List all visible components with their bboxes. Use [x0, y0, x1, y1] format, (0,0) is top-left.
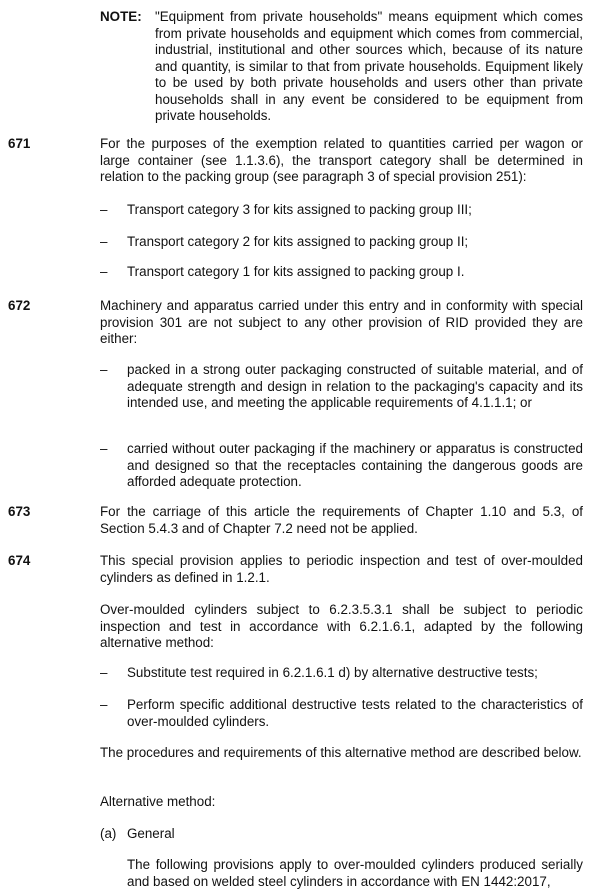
- subsection-a-label: (a): [100, 826, 117, 841]
- provision-text-671: For the purposes of the exemption related to quantities carried per wagon or large container (see 1.1.3.6), the transport category shall be determined in relation to the packing group (see paragraph 3 of special provision 251):: [100, 136, 583, 184]
- subsection-a-title: General: [127, 826, 175, 841]
- list-dash: –: [100, 234, 108, 249]
- provision-text-674: This special provision applies to periodic inspection and test of over-moulded cylinders as defined in 1.2.1.: [100, 553, 583, 585]
- list-dash: –: [100, 665, 108, 680]
- list-item: Perform specific additional destructive tests related to the characteristics of over-moulded cylinders.: [127, 697, 583, 729]
- list-item: packed in a strong outer packaging constructed of suitable material, and of adequate strength and design in relation to the packaging's capacity and its intended use, and meeting the applicable requirements of 4.1.1.1; or: [127, 362, 583, 410]
- provision-number-674: 674: [8, 553, 31, 568]
- list-item: carried without outer packaging if the machinery or apparatus is constructed and designed so that the receptacles containing the dangerous goods are afforded adequate protection.: [127, 441, 583, 489]
- note-label: NOTE:: [100, 9, 142, 24]
- provision-number-672: 672: [8, 298, 31, 313]
- provision-number-671: 671: [8, 136, 31, 151]
- alternative-method-heading: Alternative method:: [100, 794, 216, 809]
- provision-text-673: For the carriage of this article the requirements of Chapter 1.10 and 5.3, of Section 5.4.3 and of Chapter 7.2 need not be applied.: [100, 504, 583, 536]
- provision-674-paragraph-2: Over-moulded cylinders subject to 6.2.3.5.3.1 shall be subject to periodic inspection and test in accordance with 6.2.1.6.1, adapted by the following alternative method:: [100, 602, 583, 650]
- list-dash: –: [100, 202, 108, 217]
- provision-text-672: Machinery and apparatus carried under this entry and in conformity with special provision 301 are not subject to any other provision of RID provided they are either:: [100, 298, 583, 346]
- list-dash: –: [100, 697, 108, 712]
- list-item: Transport category 3 for kits assigned to packing group III;: [127, 202, 472, 217]
- provision-674-paragraph-3: The procedures and requirements of this alternative method are described below.: [100, 745, 582, 760]
- list-item: Substitute test required in 6.2.1.6.1 d) by alternative destructive tests;: [127, 665, 538, 680]
- list-item: Transport category 2 for kits assigned to packing group II;: [127, 234, 469, 249]
- list-dash: –: [100, 441, 108, 456]
- provision-number-673: 673: [8, 504, 31, 519]
- note-text: "Equipment from private households" means equipment which comes from private households and equipment which comes from commercial, industrial, institutional and other sources which, because of its nature and quantity, is similar to that from private households. Equipment likely to be used by both private households and users other than private households shall in any event be considered to be equipment from private households.: [155, 9, 583, 123]
- list-item: Transport category 1 for kits assigned to packing group I.: [127, 264, 465, 279]
- subsection-a-text: The following provisions apply to over-moulded cylinders produced serially and based on welded steel cylinders in accordance with EN 1442:2017,: [127, 857, 583, 889]
- list-dash: –: [100, 362, 108, 377]
- list-dash: –: [100, 264, 108, 279]
